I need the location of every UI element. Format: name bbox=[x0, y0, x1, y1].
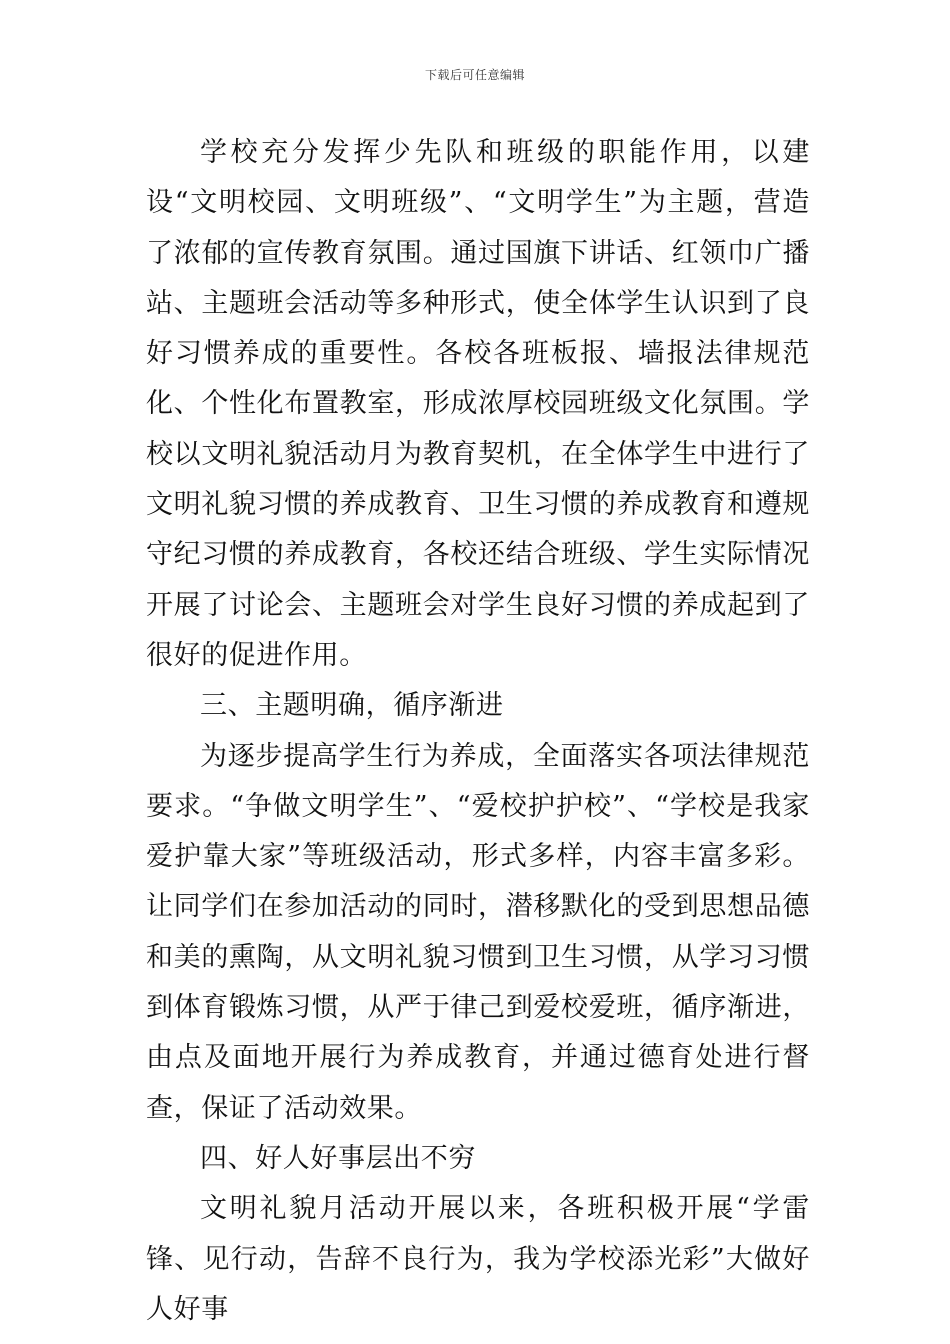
paragraph-good-deeds: 文明礼貌月活动开展以来，各班积极开展“学雷锋、见行动，告辞不良行为，我为学校添光彩”大做好人好事 bbox=[146, 1193, 810, 1325]
section-heading-4: 四、好人好事层出不穷 bbox=[200, 1142, 476, 1174]
paragraph-culture-atmosphere: 学校充分发挥少先队和班级的职能作用，以建设“文明校园、文明班级”、“文明学生”为主题，营造了浓郁的宣传教育氛围。通过国旗下讲话、红领巾广播站、主题班会活动等多种形式，使全体学生认识到了良好习惯养成的重要性。各校各班板报、墙报法律规范化、个性化布置教室，形成浓厚校园班级文化氛围。学校以文明礼貌活动月为教育契机，在全体学生中进行了文明礼貌习惯的养成教育、卫生习惯的养成教育和遵规守纪习惯的养成教育，各校还结合班级、学生实际情况开展了讨论会、主题班会对学生良好习惯的养成起到了很好的促进作用。 bbox=[146, 137, 810, 671]
section-heading-3: 三、主题明确，循序渐进 bbox=[200, 690, 504, 722]
header-note: 下载后可任意编辑 bbox=[424, 68, 525, 82]
document-body bbox=[146, 128, 810, 1335]
paragraph-behavior-activities: 为逐步提高学生行为养成，全面落实各项法律规范要求。“争做文明学生”、“爱校护护校”、“学校是我家爱护靠大家”等班级活动，形式多样，内容丰富多彩。让同学们在参加活动的同时，潜移默化的受到思想品德和美的熏陶，从文明礼貌习惯到卫生习惯，从学习习惯到体育锻炼习惯，从严于律己到爱校爱班，循序渐进，由点及面地开展行为养成教育，并通过德育处进行督查，保证了活动效果。 bbox=[146, 740, 810, 1124]
